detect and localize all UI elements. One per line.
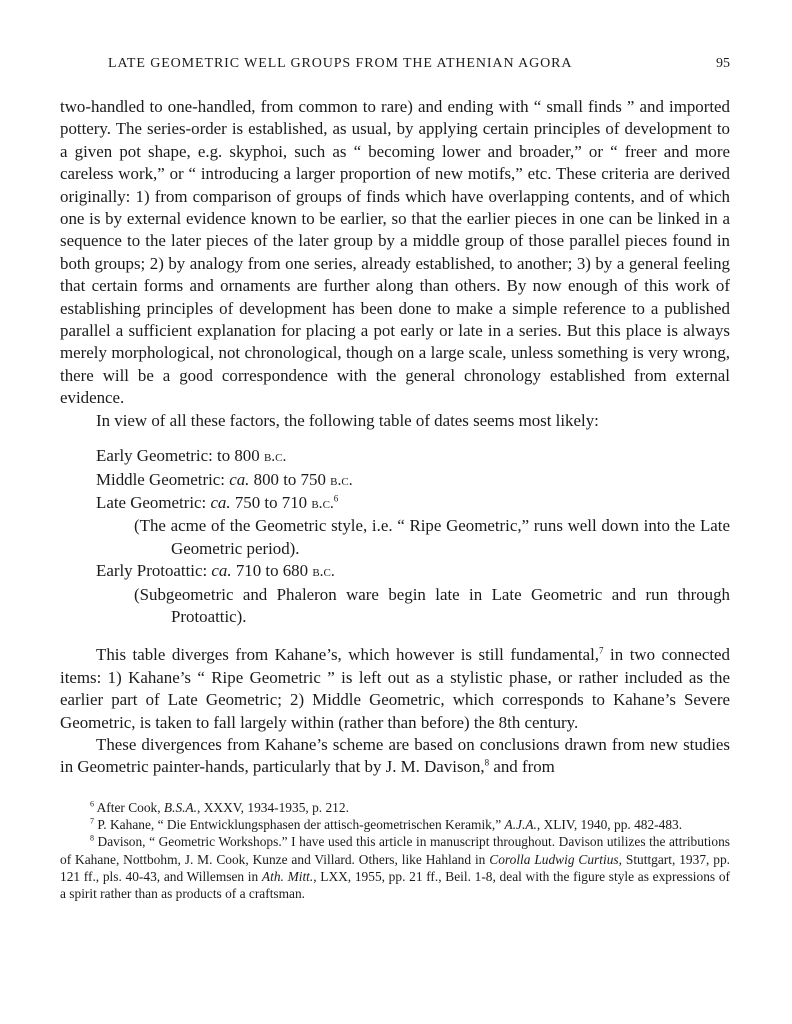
main-text (60, 96, 730, 779)
footnote-ref-7: 7 (599, 645, 604, 656)
date-note-subgeometric: (Subgeometric and Phaleron ware begin late in Late Geometric and run through Protoattic). (134, 584, 730, 626)
page-number: 95 (716, 56, 730, 71)
date-note-ripe-geometric: (The acme of the Geometric style, i.e. “ Ripe Geometric,” runs well down into the Late Geometric period). (134, 516, 730, 558)
date-row-early-geometric: Early Geometric: to 800 b.c. (96, 446, 287, 466)
paragraph-4: These divergences from Kahane’s scheme are based on conclusions drawn from new studies in Geometric painter-hands, particularly that by J. M. Davison,$^8$ and from (60, 734, 730, 777)
date-table (96, 445, 730, 628)
footnote-8: $^8$ Davison, “ Geometric Workshops.” I have used this article in manuscript throughout. Davison utilizes the attributions of Kahane, Nottbohm, J. M. Cook, Kunze and Villard. Others, like Hahland in Corolla Ludwig Curtius, Stuttgart, 1937, pp. 121 ff., pls. 40-43, and Willemsen in Ath. Mitt., LXX, 1955, pp. 21 ff., Beil. 1-8, deal with the figure style as expressions of a spirit rather than as products of a craftsman. (60, 833, 730, 902)
date-row-middle-geometric: Middle Geometric: ca. 800 to 750 b.c. (96, 469, 353, 489)
date-row-late-geometric: Late Geometric: ca. 750 to 710 b.c.$^6$ (96, 492, 339, 512)
running-title: LATE GEOMETRIC WELL GROUPS FROM THE ATHENIAN AGORA (108, 56, 573, 71)
date-row-early-protoattic: Early Protoattic: ca. 710 to 680 b.c. (96, 561, 335, 581)
footnote-6: $^6$ After Cook, B.S.A., XXXV, 1934-1935, p. 212. (90, 799, 349, 815)
footnote-ref-8: 8 (484, 757, 490, 768)
paragraph-1: two-handled to one-handled, from common to rare) and ending with “ small finds ” and imported pottery. The series-order is established, as usual, by applying certain principles of development to a given pot shape, e.g. skyphoi, such as “ becoming lower and broader,” or “ freer and more careless work,” or “ introducing a larger proportion of new motifs,” etc. These criteria are derived originally: 1) from comparison of groups of finds which have overlapping contents, and of which one is by external evidence known to be earlier, so that the earlier pieces in one can be linked in a sequence to the later pieces of the later group by a middle group of those parallel pieces found in both groups; 2) by analogy from one series, already established, to another; 3) by a general feeling that certain forms and ornaments are further along than others. By now enough of this work of establishing principles of development has been done to make a simple reference to a published parallel a sufficient explanation for placing a pot early or late in a series. But this place is always merely morphological, not chronological, though on a large scale, unless something is very wrong, there will be a good correspondence with the general chronology established from external evidence. (60, 97, 730, 408)
footnotes (60, 799, 730, 903)
footnote-7: $^7$ P. Kahane, “ Die Entwicklungsphasen der attisch-geometrischen Keramik,” A.J.A., XLIV, 1940, pp. 482-483. (90, 816, 683, 833)
page (60, 56, 730, 903)
paragraph-2: In view of all these factors, the following table of dates seems most likely: (96, 410, 599, 430)
running-header (60, 56, 730, 78)
footnote-ref-6: 6 (333, 493, 339, 504)
paragraph-3: This table diverges from Kahane’s, which however is still fundamental,$^7$ in two connected items: 1) Kahane’s “ Ripe Geometric ” is left out as a stylistic phase, or rather included as the earlier part of Late Geometric; 2) Middle Geometric, which corresponds to Kahane’s Severe Geometric, is taken to fall largely within (rather than before) the 8th century. (60, 645, 731, 732)
